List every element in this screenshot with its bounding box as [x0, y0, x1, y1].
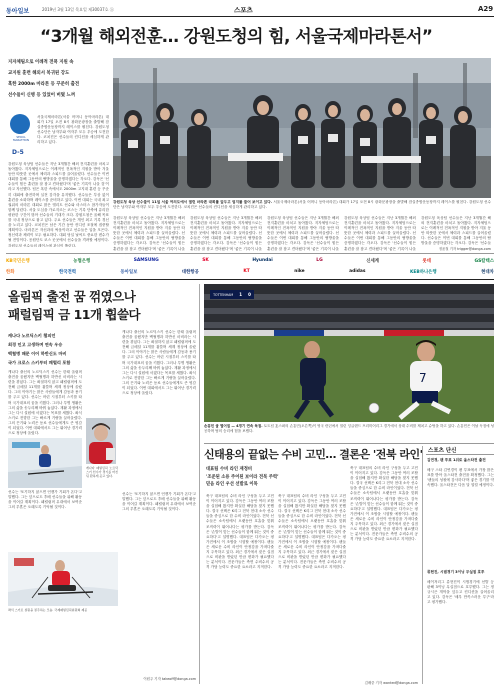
sidebar-item-1-title: 김연경, 팬 투표 1위로 올스타전 출전 — [427, 458, 486, 462]
sponsor-logo: 현대차 — [481, 269, 494, 275]
soccer-sub-line: 믿음 라인 우선 선발로 이목 — [206, 482, 258, 487]
top-body-col6: 강원도청 육상팀 선수들은 지난 3개월간 해외 전지훈련을 마치고 돌아왔다. 지자체팀으로는 이례적인 전폭적인 지원을 받아 겨울 동안 따뜻한 곳에서 체력과 스피드를 끌어올렸다. 선수들은 이번 대회를 통해 그동안의 땀방울을 증명하겠다는 각오다. 감독은 '선수들 — [421, 216, 491, 246]
photo-caption-bold: 강원도청 육상 선수들이 11일 서울 여의도에서 열린 마라톤 대회를 앞두고 엄지를 들어 보이고 있다. — [113, 200, 273, 204]
marathon-logo-text: SEOUL MARATHON — [13, 135, 29, 143]
sidebar-item-1-body: 배구 스타 김연경이 팬 투표에서 가장 많은 표를 받아 올스타전 출전을 확정했다. 그는 '팬들의 성원에 감사하다'며 좋은 경기를 약속했다. 올스타전은 다음 달 열릴 예정이다. — [427, 468, 494, 488]
soccer-body-col1: 축구 대표팀의 수비 라인 구성을 두고 고민이 이어지고 있다. 감독은 그동안 여러 조합을 실험해 왔지만 확실한 해답을 찾지 못했다. 결국 선택은 K리그 전북 현대 소속 선수들을 중심으로 한 수비 라인이었다. 전북 선수들은 소속팀에서 오랫동안 호흡을 맞춰 조직력이 뛰어나다는 평가를 받는다. 감독은 '손발이 맞는 선수들이 함께 뛰는 것이 중요하다'고 설명했다. 대표팀은 다가오는 평가전에서 이 조합을 시험할 예정이다. 팬들은 새로운 수비 라인이 안정감을 가져다줄지 주목하고 있다. 최근 경기에서 잦은 실점으로 비판을 받았던 만큼 변화가 필요했다는 분석이다. 전문가들은 측면 수비수의 공격 가담 능력도 중요한 요소라고 지적한다. — [206, 494, 274, 570]
sidebar-rule — [426, 454, 494, 455]
sidebar-title: 스포츠 단신 — [428, 448, 457, 454]
date-line: 2019년 3월 13일 목요일 제30037호 ⓐ — [42, 7, 114, 12]
soccer-caption-bold: 손흥민 골 떨어질 — 4경기 연속 득점. — [204, 424, 263, 428]
para-portrait-caption: 캐나다 패럴림픽 노르딕스키 선수가 경기를 마친 뒤 환하게 웃고 있다. — [86, 466, 118, 478]
deck-line: 국가 크로스 스키부터 패럴리 포함 — [8, 360, 71, 365]
sidebar-item-2-body: 메이저리그 류현진이 시범경기에 선발 등판해 3이닝 무실점으로 호투했다. 그는 정규시즌 개막을 앞두고 컨디션을 끌어올리고 있다. 감독은 '매우 만족스러운 투구'라고 평가했다. — [427, 580, 494, 605]
masthead: 동아일보 — [6, 8, 30, 15]
para-body-col2: 캐나다 출신의 노르딕스키 선수는 한때 올림픽 출전을 꿈꿨지만 백혈병과 하반신 마비라는 시련을 겪었다. 그는 좌절하지 않고 패럴림픽에 도전해 금메달 11개를 휩쓸며 세계 정상에 올랐다. 그의 이야기는 많은 사람들에게 감동과 용기를 주고 있다. 선수는 어린 시절부터 스키를 타며 국가대표의 꿈을 키웠다. 그러나 투병 생활은 그의 삶을 송두리째 바꿔 놓았다. 재활 과정에서 그는 다시 설원에 서겠다는 목표를 세웠다. 좌식 스키로 전향한 그는 빠르게 기량을 끌어올렸다. 그의 끈기와 노력은 동료 선수들에게도 큰 영감이 되었다. 이번 대회에서도 그는 뛰어난 경기력으로 정상에 올랐다. — [122, 330, 196, 396]
away-score: 0 — [248, 292, 251, 297]
soccer-sub — [206, 466, 346, 489]
sponsor-bottom-rule — [6, 279, 494, 280]
sponsor-logo: 농협은행 — [73, 258, 91, 264]
soccer-sub-line: '조준된 소용 주어된 보이라 전북 주력’ — [206, 474, 279, 480]
skier-svg — [8, 438, 82, 488]
para-byline: 이원주 기자 takeoff@donga.com — [143, 677, 196, 681]
para-deck — [8, 331, 118, 367]
para-headline-2: 패럴림픽 금 11개 휩쓸다 — [8, 307, 141, 322]
sponsor-logo: KB국민은행 — [6, 258, 30, 264]
sponsor-logo: KT — [243, 269, 250, 274]
deck-line: 지자체팀으로 이례적 전폭 지원 속 — [8, 60, 74, 65]
portrait-svg — [86, 418, 116, 464]
top-headline: “3개월 해외전훈… 강원도청의 힘, 서울국제마라톤서” — [40, 27, 433, 47]
soccer-byline: 김배중 기자 wanted@donga.com — [364, 681, 418, 685]
sitski-caption: 좌식 스키로 설원을 질주하는 모습. 국제패럴림픽위원회 제공 — [8, 608, 88, 612]
para-skier-photo — [8, 438, 82, 488]
team-photo-svg — [113, 58, 491, 198]
page-number: A29 — [478, 5, 494, 13]
home-team: TOTTENHAM — [213, 292, 234, 297]
sponsor-logo: 롯데 — [422, 258, 431, 264]
sponsor-logo: nike — [294, 269, 305, 274]
sponsor-logo: SK — [202, 258, 209, 263]
top-body-col1: 강원도청 육상팀 선수들은 지난 3개월간 해외 전지훈련을 마치고 돌아왔다. 지자체팀으로는 이례적인 전폭적인 지원을 받아 겨울 동안 따뜻한 곳에서 체력과 스피드를 끌어올렸다. 선수들은 이번 대회를 통해 그동안의 땀방울을 증명하겠다는 각오다. 감독은 '선수들이 힘든 훈련을 잘 참고 견뎌줬다'며 '좋은 기록이 나올 것'이라고 자신했다. 팀은 혹한 속에서도 2000m 고지대 훈련 등 꾸준히 대회에 출전하며 실전 감각을 유지했다. 선수들은 부상 없이 훈련을 소화하며 레이스를 준비하고 있다. 이번 대회는 국내 최고 권위의 마라톤 대회로 많은 엘리트 선수와 마스터스 참가자들이 함께 달린다. 서울 도심을 가로지르는 코스는 기록 단축에 유리한 평탄한 구간이 많아 선수들의 기대가 크다. 강원도청은 올해 목표를 국내 정상으로 잡고 있다. 주요 선수들은 개인 최고 기록 경신을 노리고 있다. 코치진은 남은 기간 동안 컨디션 조절에 집중할 계획이다. 마라톤은 자신과의 싸움이라고 선수들은 입을 모은다. 정신력과 체력이 모두 필요하다. 대회 당일 날씨도 중요한 변수가 될 전망이다. 응원단도 코스 곳곳에서 선수들을 격려할 예정이다. 강원도청 선수들의 레이스에 관심이 쏠린다. — [8, 162, 109, 247]
sponsor-logo: 동아일보 — [120, 269, 138, 275]
top-byline: 정윤철 기자 trigger@donga.com — [438, 247, 491, 251]
sponsor-logo: adidas — [349, 269, 366, 274]
soccer-photo — [204, 284, 494, 422]
section-label: 스포츠 — [234, 6, 253, 14]
top-caption-left: 서울국제마라톤(서울 어머니 동아마라톤) 대회가 17일 오전 8시 광화문광장을 출발해 잠실종합운동장까지 레이스를 펼친다. 강원도청 선수단은 남자부와 여자부 모두 우승에 도전한다. 코치진은 선수들의 컨디션을 세심하게 관리하고 있다. — [37, 115, 109, 145]
svg-text:7: 7 — [419, 371, 427, 385]
top-body-col4: 강원도청 육상팀 선수들은 지난 3개월간 해외 전지훈련을 마치고 돌아왔다. 지자체팀으로는 이례적인 전폭적인 지원을 받아 겨울 동안 따뜻한 곳에서 체력과 스피드를 끌어올렸다. 선수들은 이번 대회를 통해 그동안의 땀방울을 증명하겠다는 각오다. 감독은 '선수들이 힘든 훈련을 잘 참고 견뎌줬다'며 '좋은 기록이 나올 — [267, 216, 339, 251]
para-portrait-photo — [86, 418, 116, 464]
para-body-col2b: 선수는 '포기하지 않으면 언젠가 기회가 온다'고 말했다. 그는 앞으로도 후배 선수들을 위해 활동을 이어갈 계획이다. 패럴림픽 무대에서 보여준 그의 투혼은 오래도록 기억될 것이다. — [122, 492, 196, 512]
deck-line: 캐나다 노르딕스키 챔피언 — [8, 333, 56, 338]
sponsor-logo: Hyundai — [252, 258, 273, 263]
top-deck — [8, 57, 110, 101]
sponsor-row-1 — [6, 256, 494, 265]
sponsor-row-2 — [6, 267, 494, 276]
sponsor-logo: 한국전력 — [58, 269, 76, 275]
sponsor-logo: KEB하나은행 — [409, 269, 437, 275]
sidebar-item-2-title: 류현진, 시범경기 3이닝 무실점 호투 — [427, 570, 485, 574]
sponsor-top-rule — [6, 253, 494, 254]
soccer-svg — [204, 284, 494, 422]
header-rule — [6, 16, 494, 17]
soccer-body-col3: 축구 대표팀의 수비 라인 구성을 두고 고민이 이어지고 있다. 감독은 그동안 여러 조합을 실험해 왔지만 확실한 해답을 찾지 못했다. 결국 선택은 K리그 전북 현대 소속 선수들을 중심으로 한 수비 라인이었다. 전북 선수들은 소속팀에서 오랫동안 호흡을 맞춰 조직력이 뛰어나다는 평가를 받는다. 감독은 '손발이 맞는 선수들이 함께 뛰는 것이 중요하다'고 설명했다. 대표팀은 다가오는 평가전에서 이 조합을 시험할 예정이다. 팬들은 새로운 수비 라인이 안정감을 가져다줄지 주목하고 있다. 최근 경기에서 잦은 실점으로 비판을 받았던 만큼 변화가 필요했다는 분석이다. 전문가들은 측면 수비수의 공격 가담 능력도 중요한 요소라고 지적한다. — [350, 466, 418, 542]
sponsor-logo: GS칼텍스 — [474, 258, 494, 264]
top-body-col5: 강원도청 육상팀 선수들은 지난 3개월간 해외 전지훈련을 마치고 돌아왔다. 지자체팀으로는 이례적인 전폭적인 지원을 받아 겨울 동안 따뜻한 곳에서 체력과 스피드를 끌어올렸다. 선수들은 이번 대회를 통해 그동안의 땀방울을 증명하겠다는 각오다. 감독은 '선수들이 힘든 훈련을 잘 참고 견뎌줬다'며 '좋은 기록이 나올 — [344, 216, 416, 251]
sitski-photo — [8, 552, 118, 606]
sponsor-logo: 한화 — [6, 269, 15, 275]
para-headline-1: 올림픽 출전 꿈 꺾였으나 — [8, 289, 136, 304]
para-body-col1b: 선수는 '포기하지 않으면 언젠가 기회가 온다'고 말했다. 그는 앞으로도 후배 선수들을 위해 활동을 이어갈 계획이다. 패럴림픽 무대에서 보여준 그의 투혼은 오래도록 기억될 것이다. — [8, 490, 82, 510]
team-photo — [113, 58, 491, 198]
soccer-rule — [204, 443, 494, 444]
deck-line: 혹한 2000m 마라톤 등 꾸준히 출전 — [8, 82, 80, 87]
para-body-col1: 캐나다 출신의 노르딕스키 선수는 한때 올림픽 출전을 꿈꿨지만 백혈병과 하반신 마비라는 시련을 겪었다. 그는 좌절하지 않고 패럴림픽에 도전해 금메달 11개를 휩쓸며 세계 정상에 올랐다. 그의 이야기는 많은 사람들에게 감동과 용기를 주고 있다. 선수는 어린 시절부터 스키를 타며 국가대표의 꿈을 키웠다. 그러나 투병 생활은 그의 삶을 송두리째 바꿔 놓았다. 재활 과정에서 그는 다시 설원에 서겠다는 목표를 세웠다. 좌식 스키로 전향한 그는 빠르게 기량을 끌어올렸다. 그의 끈기와 노력은 동료 선수들에게도 큰 영감이 되었다. 이번 대회에서도 그는 뛰어난 경기력으로 정상에 올랐다. — [8, 370, 82, 436]
soccer-sub-line: 대표팀 수비 라인 재정비 — [206, 467, 252, 472]
deck-line: 교지원 훈련 해외서 복귀된 강도 — [8, 71, 70, 76]
d-day-label: D-5 — [12, 149, 24, 156]
deck-line: 백혈병 때문 이어 하반신도 마비 — [8, 351, 67, 356]
soccer-caption-rest: 토트넘 홋스퍼의 손흥민(오른쪽)이 영국 런던에서 열린 잉글랜드 프리미어리그 경기에서 상대 수비를 제치고 슈팅을 하고 있다. 손흥민은 이날 득점에 성공하며 팀의 승리에 힘을 보탰다. — [204, 424, 494, 433]
soccer-photo-caption — [204, 424, 494, 440]
sponsor-logo: 신세계 — [366, 258, 379, 264]
column-divider — [422, 446, 423, 684]
soccer-body-col2: 축구 대표팀의 수비 라인 구성을 두고 고민이 이어지고 있다. 감독은 그동안 여러 조합을 실험해 왔지만 확실한 해답을 찾지 못했다. 결국 선택은 K리그 전북 현대 소속 선수들을 중심으로 한 수비 라인이었다. 전북 선수들은 소속팀에서 오랫동안 호흡을 맞춰 조직력이 뛰어나다는 평가를 받는다. 감독은 '손발이 맞는 선수들이 함께 뛰는 것이 중요하다'고 설명했다. 대표팀은 다가오는 평가전에서 이 조합을 시험할 예정이다. 팬들은 새로운 수비 라인이 안정감을 가져다줄지 주목하고 있다. 최근 경기에서 잦은 실점으로 비판을 받았던 만큼 변화가 필요했다는 분석이다. 전문가들은 측면 수비수의 공격 가담 능력도 중요한 요소라고 지적한다. — [278, 494, 346, 570]
deck-line: 선수들이 신병 등 있었어 버텼 느껴 — [8, 93, 76, 98]
sponsor-logo: LG — [316, 258, 323, 263]
sponsor-logo: SAMSUNG — [133, 258, 159, 263]
marathon-logo — [10, 114, 30, 134]
soccer-headline: 신태용의 끝없는 수비 고민… 결론은 '전북 라인' — [204, 448, 423, 461]
photo-caption-rest: 서울국제마라톤(서울 어머니 동아마라톤) 대회가 17일 오전 8시 광화문광장을 출발해 잠실종합운동장까지 레이스를 펼친다. 강원도청 선수단은 남자부와 여자부 모두 우승에 도전한다. 코치진은 선수들의 컨디션을 세심하게 관리하고 있다. — [113, 200, 491, 209]
sponsor-logo: 대한항공 — [181, 269, 199, 275]
home-score: 1 — [239, 292, 243, 297]
top-body-col3: 강원도청 육상팀 선수들은 지난 3개월간 해외 전지훈련을 마치고 돌아왔다. 지자체팀으로는 이례적인 전폭적인 지원을 받아 겨울 동안 따뜻한 곳에서 체력과 스피드를 끌어올렸다. 선수들은 이번 대회를 통해 그동안의 땀방울을 증명하겠다는 각오다. 감독은 '선수들이 힘든 훈련을 잘 참고 견뎌줬다'며 '좋은 기록이 나올 — [190, 216, 262, 251]
column-divider — [199, 284, 200, 684]
deck-line: 최경 인고 고생하며 연속 우승 — [8, 342, 63, 347]
scoreboard — [210, 290, 254, 299]
sitski-svg — [8, 552, 118, 606]
top-body-col2: 강원도청 육상팀 선수들은 지난 3개월간 해외 전지훈련을 마치고 돌아왔다. 지자체팀으로는 이례적인 전폭적인 지원을 받아 겨울 동안 따뜻한 곳에서 체력과 스피드를 끌어올렸다. 선수들은 이번 대회를 통해 그동안의 땀방울을 증명하겠다는 각오다. 감독은 '선수들이 힘든 훈련을 잘 참고 견뎌줬다'며 '좋은 기록이 나올 — [113, 216, 185, 251]
photo-caption — [113, 200, 491, 214]
